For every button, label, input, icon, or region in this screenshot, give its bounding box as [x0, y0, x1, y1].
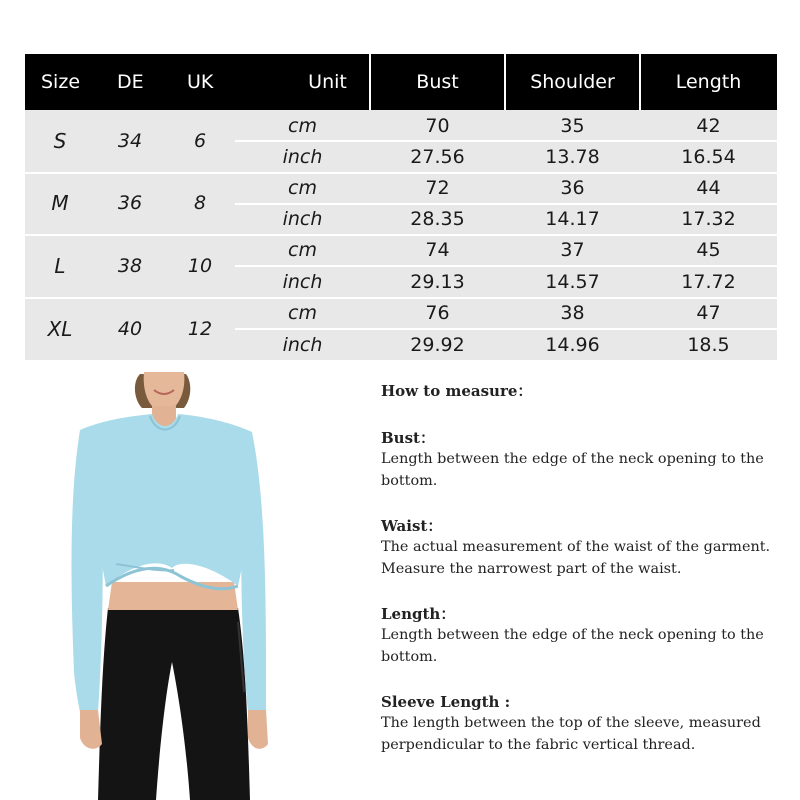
uk-m: 8: [193, 192, 207, 214]
bust-heading: Bust：: [381, 429, 435, 447]
size-xl: XL: [47, 316, 73, 341]
length-cm-l: 45: [696, 238, 721, 261]
bust-cm-m: 72: [425, 176, 450, 199]
measure-guide-title: How to measure：: [381, 382, 533, 400]
shoulder-inch-s: 13.78: [545, 145, 600, 168]
bust-section: [381, 428, 781, 492]
shoulder-cm-xl: 38: [560, 301, 585, 324]
header-shoulder: Shoulder: [505, 54, 640, 110]
waist-section: [381, 516, 781, 580]
unit-cm: cm: [288, 114, 317, 137]
header-unit: Unit: [260, 54, 395, 110]
crop-top: [80, 414, 256, 586]
size-l: L: [54, 253, 66, 278]
length-inch-xl: 18.5: [687, 333, 730, 356]
unit-cm: cm: [288, 176, 317, 199]
length-heading: Length：: [381, 605, 456, 623]
unit-inch: inch: [282, 207, 323, 230]
bust-cm-xl: 76: [425, 301, 450, 324]
model-photo: [62, 372, 332, 800]
shoulder-cm-m: 36: [560, 176, 585, 199]
uk-l: 10: [187, 254, 213, 277]
length-text: Length between the edge of the neck opening to the bottom.: [381, 627, 764, 665]
length-section: [381, 604, 781, 668]
length-cm-xl: 47: [696, 301, 721, 324]
bust-inch-l: 29.13: [410, 270, 465, 293]
de-s: 34: [117, 130, 143, 152]
header-uk: UK: [187, 71, 214, 93]
shoulder-cm-l: 37: [560, 238, 585, 261]
shoulder-inch-xl: 14.96: [545, 333, 600, 356]
size-chart-table: [25, 54, 777, 360]
de-m: 36: [117, 192, 143, 214]
bust-inch-xl: 29.92: [410, 333, 465, 356]
bust-text: Length between the edge of the neck opening to the bottom.: [381, 451, 764, 489]
header-divider: [369, 54, 371, 110]
waist-text: The actual measurement of the waist of the garment. Measure the narrowest part of the waist.: [381, 539, 771, 577]
unit-inch: inch: [282, 270, 323, 293]
sleeve-length-text: The length between the top of the sleeve, measured perpendicular to the fabric vertical thread.: [381, 715, 761, 753]
leggings: [98, 608, 250, 800]
sleeve-length-heading: Sleeve Length :: [381, 693, 511, 711]
unit-cm: cm: [288, 238, 317, 261]
header-divider: [639, 54, 641, 110]
size-chart-header-left: [25, 54, 260, 110]
length-cm-s: 42: [696, 114, 721, 137]
de-xl: 40: [117, 317, 143, 340]
de-l: 38: [117, 254, 143, 277]
uk-s: 6: [193, 130, 207, 152]
unit-cm: cm: [288, 301, 317, 324]
shoulder-inch-l: 14.57: [545, 270, 600, 293]
bust-cm-l: 74: [425, 238, 450, 261]
length-inch-l: 17.72: [681, 270, 736, 293]
unit-inch: inch: [282, 145, 323, 168]
length-inch-m: 17.32: [681, 207, 736, 230]
bust-inch-s: 27.56: [410, 145, 465, 168]
size-m: M: [51, 191, 69, 215]
header-length: Length: [640, 54, 777, 110]
right-hand: [248, 710, 268, 749]
length-cm-m: 44: [696, 176, 721, 199]
uk-xl: 12: [187, 317, 213, 340]
header-bust: Bust: [370, 54, 505, 110]
header-size: Size: [41, 71, 81, 93]
length-inch-s: 16.54: [681, 145, 736, 168]
bust-inch-m: 28.35: [410, 207, 465, 230]
sleeve-length-section: [381, 692, 781, 756]
left-hand: [80, 710, 102, 749]
shoulder-cm-s: 35: [560, 114, 585, 137]
measure-guide: [381, 380, 781, 780]
shoulder-inch-m: 14.17: [545, 207, 600, 230]
size-s: S: [53, 129, 67, 153]
waist-heading: Waist：: [381, 517, 443, 535]
header-divider: [504, 54, 506, 110]
header-de: DE: [117, 71, 144, 93]
unit-inch: inch: [282, 333, 323, 356]
midriff: [108, 582, 238, 610]
bust-cm-s: 70: [425, 114, 450, 137]
